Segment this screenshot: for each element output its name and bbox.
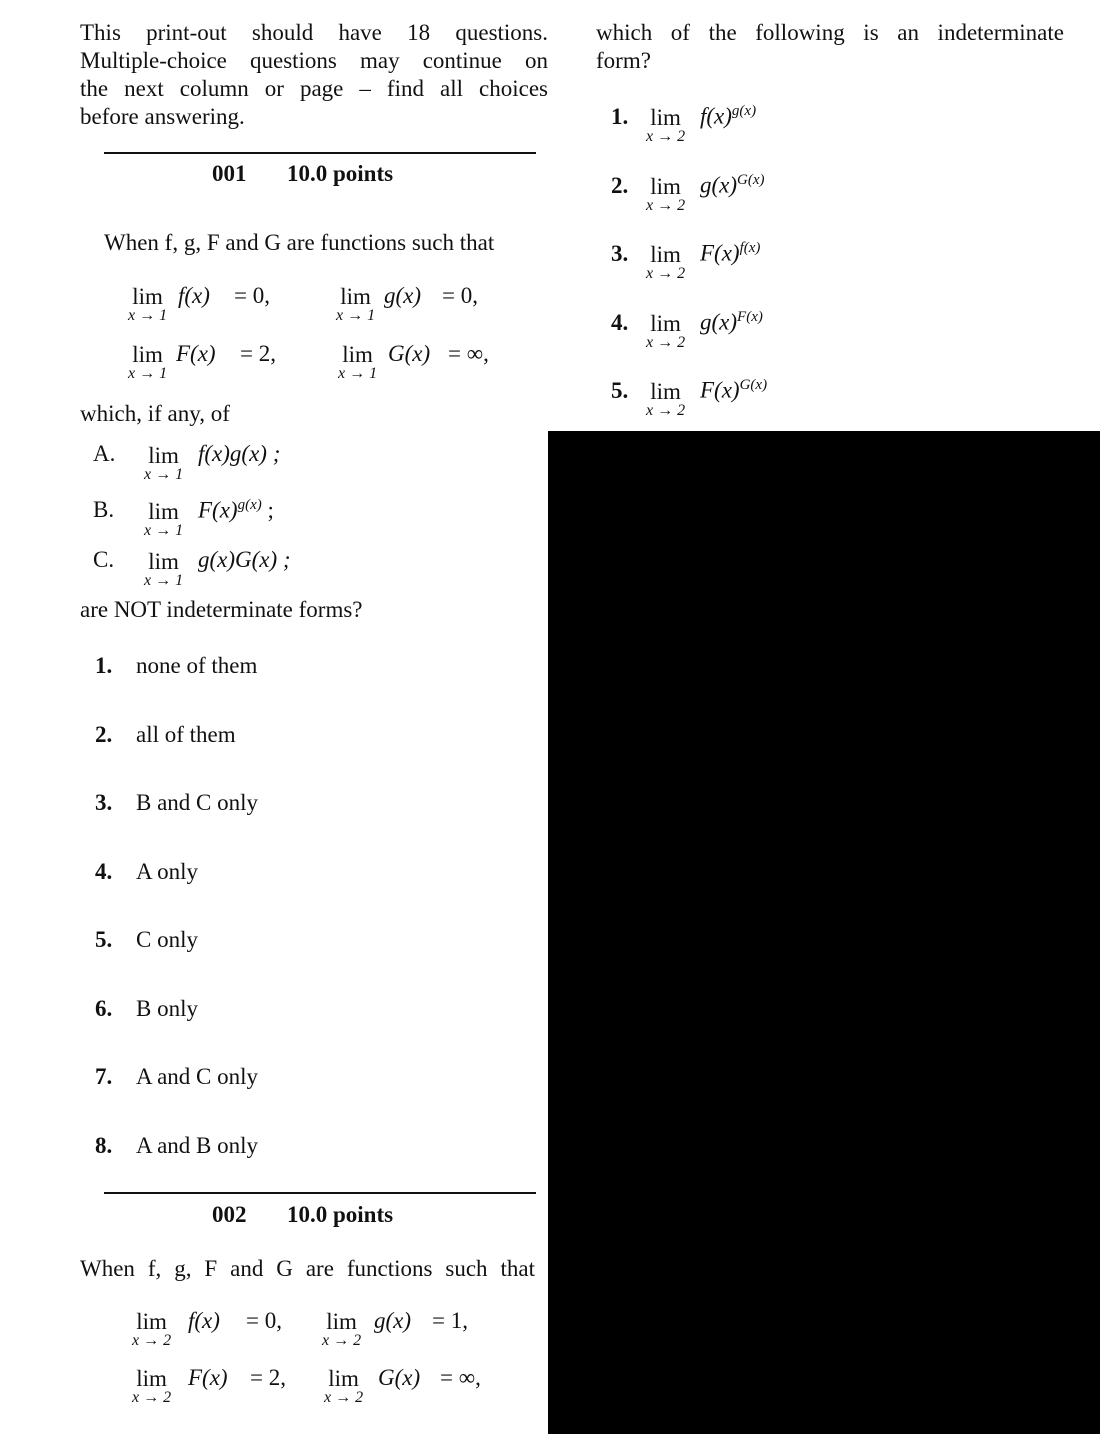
lim-operator: lim x → 1 (128, 342, 168, 382)
choice-text: A only (136, 859, 198, 884)
choice-number: 5. (95, 927, 113, 952)
choice-number: 8. (95, 1133, 113, 1158)
lim-operator: lim x → 1 (128, 284, 168, 324)
lim-operator: lim x → 1 (144, 499, 184, 539)
choice-number: 3. (95, 790, 113, 815)
choice-text: B only (136, 996, 198, 1021)
limit-function: g(x) (374, 1308, 412, 1333)
choice-expression: $f(x)^{g(x)}$ (700, 103, 757, 129)
limit-function: f(x) (188, 1308, 220, 1333)
limit-value: = 2, (240, 341, 276, 366)
lim-operator: lim x → 2 (646, 379, 686, 419)
limit-value: = ∞, (440, 1365, 481, 1390)
limit-function: g(x) (384, 283, 422, 308)
part-label: B. (93, 497, 115, 522)
choice-number: 1. (611, 104, 629, 129)
choice-number: 2. (95, 722, 113, 747)
part-label: C. (93, 547, 115, 572)
choice-text: none of them (136, 653, 258, 678)
limit-function: G(x) (388, 341, 431, 366)
question-stem: When f, g, F and G are functions such that (104, 230, 495, 255)
limit-function: F(x) (176, 341, 216, 366)
limit-value: = 2, (250, 1365, 286, 1390)
part-label: A. (93, 441, 116, 466)
lim-operator: lim x → 1 (144, 549, 184, 589)
lim-operator: lim x → 1 (338, 342, 378, 382)
choice-text: B and C only (136, 790, 259, 815)
limit-value: = 0, (442, 283, 478, 308)
limit-function: G(x) (378, 1365, 421, 1390)
choice-number: 5. (611, 378, 629, 403)
choice-number: 3. (611, 241, 629, 266)
limit-value: = 1, (432, 1308, 468, 1333)
choice-number: 6. (95, 996, 113, 1021)
lim-operator: lim x → 2 (322, 1309, 362, 1349)
choice-number: 1. (95, 653, 113, 678)
choice-expression: $g(x)^{G(x)}$ (700, 172, 765, 198)
part-expression: $F(x)^{g(x)}$ ; (198, 497, 274, 523)
question-number: 001 (212, 161, 247, 186)
part-expression: f(x)g(x) ; (198, 441, 281, 466)
ask-text: are NOT indeterminate forms? (80, 597, 363, 622)
question-stem: When f, g, F and G are functions such that (80, 1256, 535, 1281)
choice-number: 4. (95, 859, 113, 884)
question-text: which of the following is an indeterminate (596, 20, 1064, 45)
question-divider (104, 1192, 536, 1194)
choice-expression: $F(x)^{G(x)}$ (700, 377, 768, 403)
intro-line: the next column or page – find all choices (80, 76, 548, 101)
question-points: 10.0 points (287, 161, 394, 186)
lim-operator: lim x → 1 (336, 284, 376, 324)
limit-value: = 0, (246, 1308, 282, 1333)
limit-function: F(x) (188, 1365, 228, 1390)
lim-operator: lim x → 2 (646, 311, 686, 351)
question-text: form? (596, 48, 651, 73)
lim-operator: lim x → 2 (132, 1309, 172, 1349)
limit-function: f(x) (178, 283, 210, 308)
choice-number: 4. (611, 310, 629, 335)
lim-operator: lim x → 2 (646, 242, 686, 282)
choice-text: all of them (136, 722, 236, 747)
which-text: which, if any, of (80, 401, 230, 426)
choice-text: A and C only (136, 1064, 259, 1089)
part-expression: g(x)G(x) ; (198, 547, 291, 572)
lim-operator: lim x → 1 (144, 443, 184, 483)
lim-operator: lim x → 2 (646, 174, 686, 214)
lim-operator: lim x → 2 (646, 105, 686, 145)
intro-line: before answering. (80, 104, 245, 129)
lim-operator: lim x → 2 (132, 1366, 172, 1406)
question-number: 002 (212, 1202, 247, 1227)
choice-expression: $g(x)^{F(x)}$ (700, 309, 763, 335)
choice-text: A and B only (136, 1133, 259, 1158)
choice-number: 7. (95, 1064, 113, 1089)
limit-value: = ∞, (448, 341, 489, 366)
intro-line: Multiple-choice questions may continue on (80, 48, 548, 73)
question-points: 10.0 points (287, 1202, 394, 1227)
question-divider (104, 152, 536, 154)
choice-number: 2. (611, 173, 629, 198)
choice-expression: $F(x)^{f(x)}$ (700, 240, 761, 266)
lim-operator: lim x → 2 (324, 1366, 364, 1406)
limit-value: = 0, (234, 283, 270, 308)
intro-line: This print-out should have 18 questions. (80, 20, 548, 45)
choice-text: C only (136, 927, 198, 952)
redacted-area (548, 431, 1100, 1434)
